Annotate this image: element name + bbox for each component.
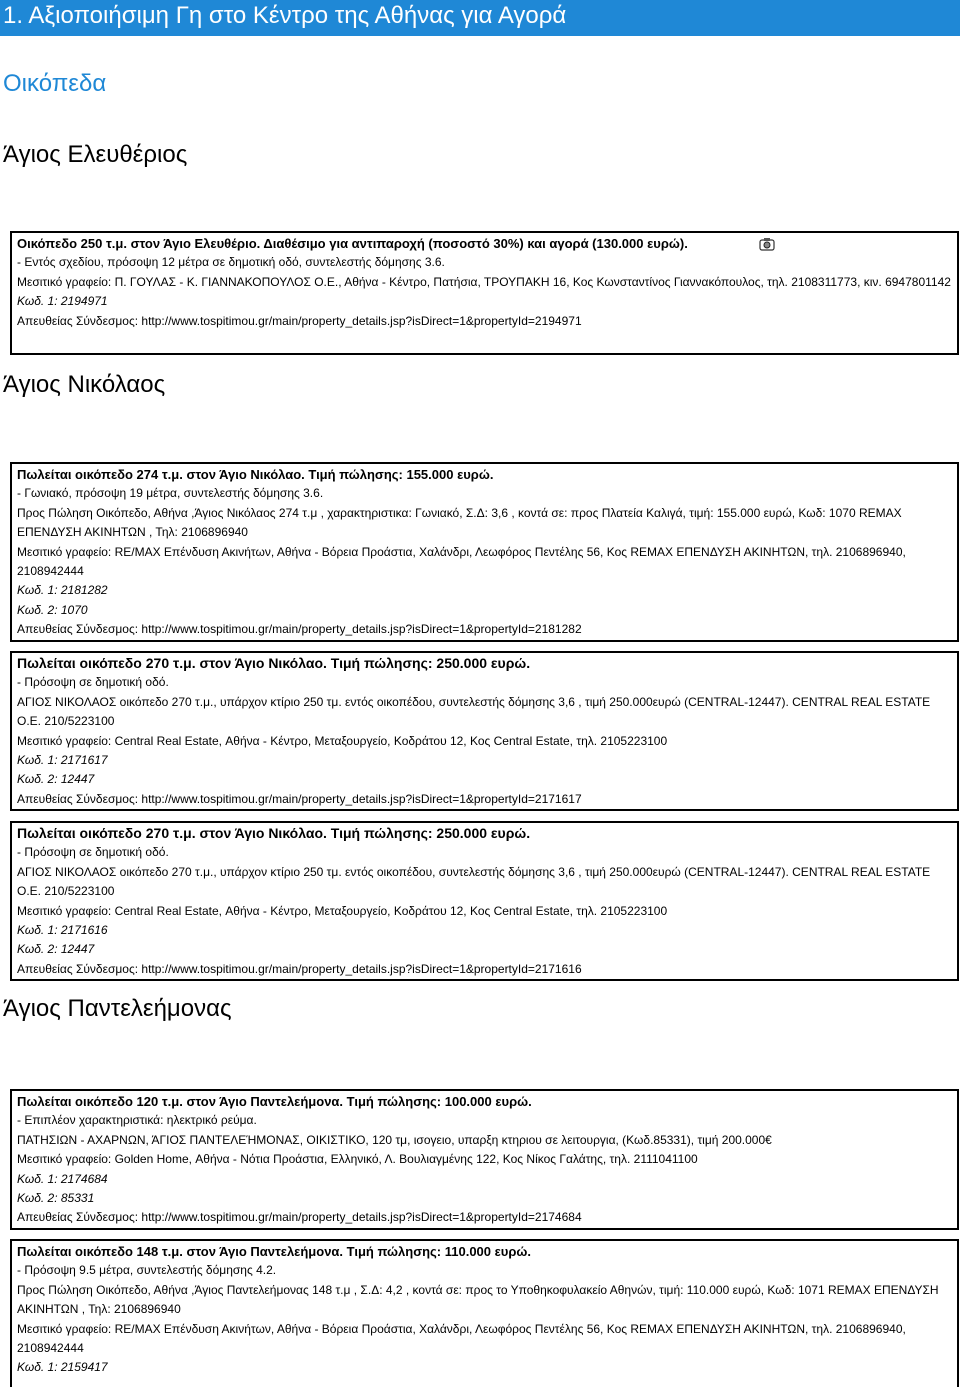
listing-description: Προς Πώληση Οικόπεδο, Αθήνα ,Άγιος Νικόλαος 274 τ.μ , χαρακτηριστικα: Γωνιακό, Σ.Δ: 3,6 , κοντά σε: προς Πλατεία Καλιγά, τιμή: 155.000 ευρώ, Κωδ: 1070 REMAX ΕΠΕΝΔΥΣΗ ΑΚΙΝΗΤΩΝ , Τηλ: 2106896940 bbox=[17, 505, 902, 540]
listing-detail: - Εντός σχεδίου, πρόσοψη 12 μέτρα σε δημοτική οδό, συντελεστής δόμησης 3.6. bbox=[17, 255, 445, 270]
listing-agency: Μεσιτικό γραφείο: RE/MAX Επένδυση Ακινήτων, Αθήνα - Βόρεια Προάστια, Χαλάνδρι, Λεωφόρος Πεντέλης 56, Κος REMAX ΕΠΕΝΔΥΣΗ ΑΚΙΝΗΤΩΝ, τηλ. 2106896940, 2108942444 bbox=[17, 544, 906, 579]
listing-headline: Οικόπεδο 250 τ.μ. στον Άγιο Ελευθέριο. Διαθέσιμο για αντιπαροχή (ποσοστό 30%) και αγορά (130.000 ευρώ). bbox=[17, 236, 688, 251]
listing-code: Κωδ. 2: 1070 bbox=[17, 602, 88, 617]
listing-agency: Μεσιτικό γραφείο: Central Real Estate, Αθήνα - Κέντρο, Μεταξουργείο, Κοδράτου 12, Κος Central Estate, τηλ. 2105223100 bbox=[17, 903, 668, 918]
listing-headline: Πωλείται οικόπεδο 148 τ.μ. στον Άγιο Παντελεήμονα. Τιμή πώλησης: 110.000 ευρώ. bbox=[17, 1244, 531, 1259]
listing bbox=[10, 231, 959, 355]
listing-code: Κωδ. 1: 2171616 bbox=[17, 923, 108, 938]
listing-detail: - Επιπλέον χαρακτηριστικά: ηλεκτρικό ρεύμα. bbox=[17, 1113, 257, 1128]
page-title: 1. Αξιοποιήσιμη Γη στο Κέντρο της Αθήνας για Αγορά bbox=[0, 0, 960, 36]
listing bbox=[10, 821, 959, 981]
listing-direct-link[interactable]: Απευθείας Σύνδεσμος: http://www.tospitimou.gr/main/property_details.jsp?isDirect=1&propertyId=2171616 bbox=[17, 961, 582, 976]
listing-direct-link[interactable]: Απευθείας Σύνδεσμος: http://www.tospitimou.gr/main/property_details.jsp?isDirect=1&propertyId=2171617 bbox=[17, 791, 582, 806]
camera-icon[interactable] bbox=[759, 237, 775, 251]
listing-code: Κωδ. 2: 12447 bbox=[17, 942, 95, 957]
listing-headline: Πωλείται οικόπεδο 274 τ.μ. στον Άγιο Νικόλαο. Τιμή πώλησης: 155.000 ευρώ. bbox=[17, 467, 494, 482]
listing-agency: Μεσιτικό γραφείο: RE/MAX Επένδυση Ακινήτων, Αθήνα - Βόρεια Προάστια, Χαλάνδρι, Λεωφόρος Πεντέλης 56, Κος REMAX ΕΠΕΝΔΥΣΗ ΑΚΙΝΗΤΩΝ, τηλ. 2106896940, 2108942444 bbox=[17, 1321, 906, 1356]
listing-code: Κωδ. 1: 2194971 bbox=[17, 294, 108, 309]
listing bbox=[10, 1089, 959, 1230]
listing-description: ΑΓΙΟΣ ΝΙΚΟΛΑΟΣ οικόπεδο 270 τ.μ., υπάρχον κτίριο 250 τμ. εντός οικοπέδου, συντελεστής δόμησης 3,6 , τιμή 250.000ευρώ (CENTRAL-12447). CENTRAL REAL ESTATE Ο.Ε. 210/5223100 bbox=[17, 694, 931, 729]
listing-headline: Πωλείται οικόπεδο 270 τ.μ. στον Άγιο Νικόλαο. Τιμή πώλησης: 250.000 ευρώ. bbox=[17, 825, 531, 841]
listing-code: Κωδ. 1: 2181282 bbox=[17, 583, 108, 598]
listing-agency: Μεσιτικό γραφείο: Π. ΓΟΥΛΑΣ - Κ. ΓΙΑΝΝΑΚΟΠΟΥΛΟΣ Ο.Ε., Αθήνα - Κέντρο, Πατήσια, ΤΡΟΥΠΑΚΗ 16, Κος Κωνσταντίνος Γιαννακόπουλος, τηλ. 2108311773, κιν. 6947801142 bbox=[17, 274, 951, 289]
listing-code: Κωδ. 1: 2171617 bbox=[17, 753, 108, 768]
listing bbox=[10, 651, 959, 811]
category-heading: Οικόπεδα bbox=[3, 70, 107, 97]
listing bbox=[10, 1239, 959, 1387]
listing-detail: - Πρόσοψη σε δημοτική οδό. bbox=[17, 675, 169, 690]
listing-direct-link[interactable]: Απευθείας Σύνδεσμος: http://www.tospitimou.gr/main/property_details.jsp?isDirect=1&propertyId=2194971 bbox=[17, 313, 582, 328]
listing-direct-link[interactable]: Απευθείας Σύνδεσμος: http://www.tospitimou.gr/main/property_details.jsp?isDirect=1&propertyId=2174684 bbox=[17, 1210, 582, 1225]
listing-description: ΠΑΤΗΣΙΩΝ - ΑΧΑΡΝΩΝ, ΆΓΙΟΣ ΠΑΝΤΕΛΕΉΜΟΝΑΣ, ΟΙΚΙΣΤΙΚΟ, 120 τμ, ισογειο, υπαρξη κτηριου σε λειτουργια, (Κωδ.85331), τιμή 200.000€ bbox=[17, 1132, 772, 1147]
listing-headline: Πωλείται οικόπεδο 270 τ.μ. στον Άγιο Νικόλαο. Τιμή πώλησης: 250.000 ευρώ. bbox=[17, 655, 531, 671]
listing-description: Προς Πώληση Οικόπεδο, Αθήνα ,Άγιος Παντελεήμονας 148 τ.μ , Σ.Δ: 4,2 , κοντά σε: προς το Υποθηκοφυλακείο Αθηνών, τιμή: 110.000 ευρώ, Κωδ: 1071 REMAX ΕΠΕΝΔΥΣΗ ΑΚΙΝΗΤΩΝ , Τηλ: 2106896940 bbox=[17, 1282, 939, 1317]
listing-detail: - Πρόσοψη σε δημοτική οδό. bbox=[17, 845, 169, 860]
location-heading-agios-panteleimonas: Άγιος Παντελεήμονας bbox=[3, 995, 232, 1022]
listing-agency: Μεσιτικό γραφείο: Golden Home, Αθήνα - Νότια Προάστια, Ελληνικό, Λ. Βουλιαγμένης 122, Κος Νίκος Γαλάτης, τηλ. 2111041100 bbox=[17, 1152, 698, 1167]
listing-headline: Πωλείται οικόπεδο 120 τ.μ. στον Άγιο Παντελεήμονα. Τιμή πώλησης: 100.000 ευρώ. bbox=[17, 1094, 532, 1109]
location-heading-agios-nikolaos: Άγιος Νικόλαος bbox=[3, 371, 166, 398]
listing-detail: - Γωνιακό, πρόσοψη 19 μέτρα, συντελεστής δόμησης 3.6. bbox=[17, 486, 324, 501]
listing-direct-link[interactable]: Απευθείας Σύνδεσμος: http://www.tospitimou.gr/main/property_details.jsp?isDirect=1&propertyId=2181282 bbox=[17, 622, 582, 637]
listing bbox=[10, 462, 959, 642]
listing-description: ΑΓΙΟΣ ΝΙΚΟΛΑΟΣ οικόπεδο 270 τ.μ., υπάρχον κτίριο 250 τμ. εντός οικοπέδου, συντελεστής δόμησης 3,6 , τιμή 250.000ευρώ (CENTRAL-12447). CENTRAL REAL ESTATE Ο.Ε. 210/5223100 bbox=[17, 864, 931, 899]
listing-code: Κωδ. 2: 85331 bbox=[17, 1191, 95, 1206]
listing-agency: Μεσιτικό γραφείο: Central Real Estate, Αθήνα - Κέντρο, Μεταξουργείο, Κοδράτου 12, Κος Central Estate, τηλ. 2105223100 bbox=[17, 733, 668, 748]
listing-code: Κωδ. 1: 2159417 bbox=[17, 1360, 108, 1375]
listing-code: Κωδ. 2: 12447 bbox=[17, 772, 95, 787]
location-heading-agios-eleftherios: Άγιος Ελευθέριος bbox=[3, 141, 188, 168]
listing-detail: - Πρόσοψη 9.5 μέτρα, συντελεστής δόμησης 4.2. bbox=[17, 1263, 277, 1278]
listing-code: Κωδ. 1: 2174684 bbox=[17, 1171, 108, 1186]
